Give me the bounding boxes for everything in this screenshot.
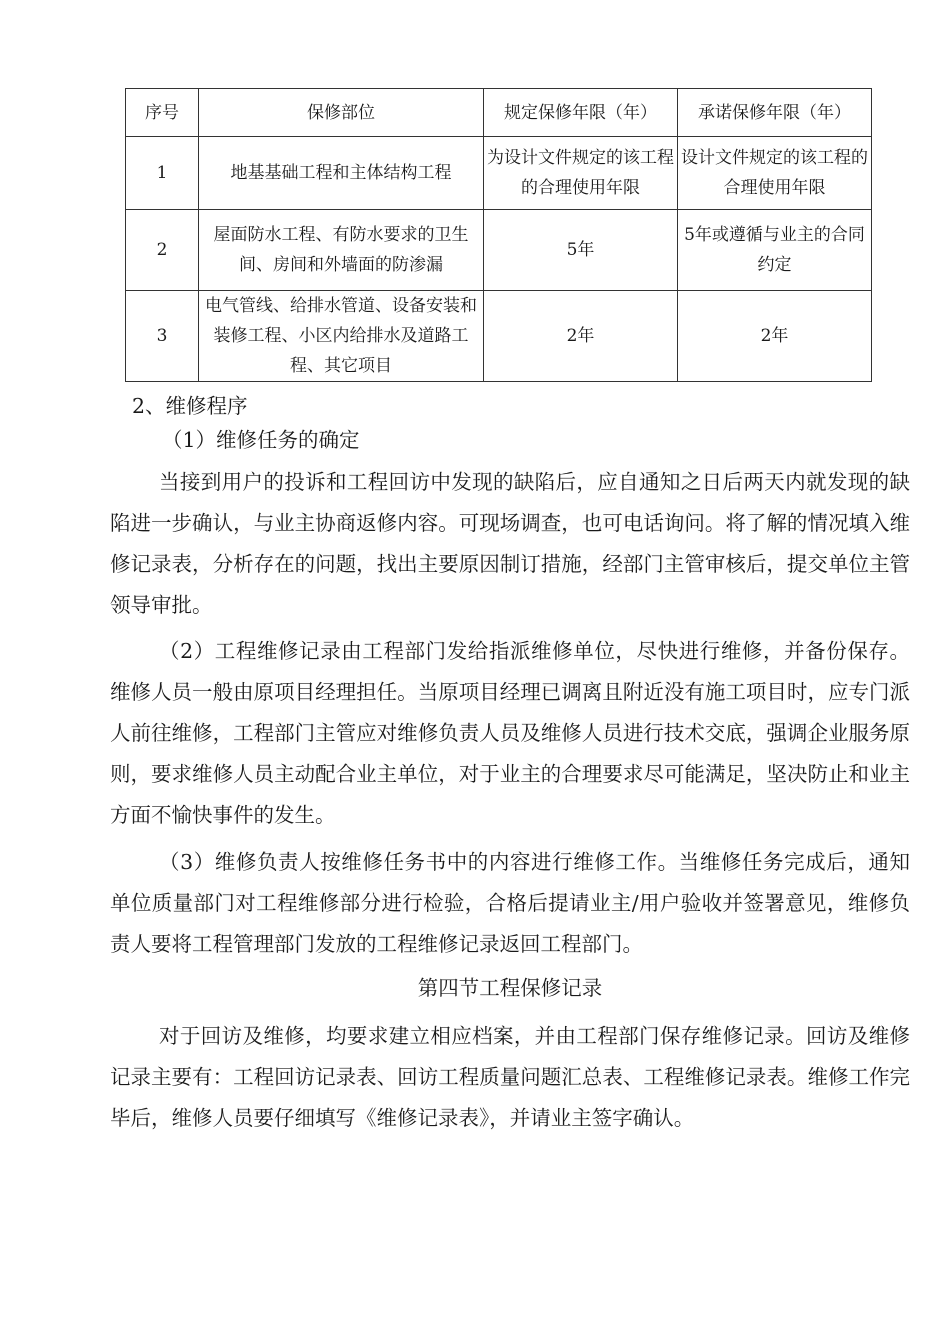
cell-promised: 设计文件规定的该工程的合理使用年限	[678, 137, 872, 210]
subsection-heading: （1）维修任务的确定	[162, 428, 360, 452]
paragraph: 对于回访及维修，均要求建立相应档案，并由工程部门保存维修记录。回访及维修记录主要有：工程回访记录表、回访工程质量问题汇总表、工程维修记录表。维修工作完毕后，维修人员要仔细填写《维修记录表》，并请业主签字确认。	[110, 1024, 910, 1130]
table-header-row	[126, 89, 872, 137]
section-title: 第四节工程保修记录	[417, 976, 603, 1000]
paragraph: 当接到用户的投诉和工程回访中发现的缺陷后，应自通知之日后两天内就发现的缺陷进一步确认，与业主协商返修内容。可现场调查，也可电话询问。将了解的情况填入维修记录表，分析存在的问题，找出主要原因制订措施，经部门主管审核后，提交单位主管领导审批。	[110, 470, 910, 617]
warranty-table	[125, 88, 872, 382]
paragraph: （2）工程维修记录由工程部门发给指派维修单位，尽快进行维修，并备份保存。维修人员一般由原项目经理担任。当原项目经理已调离且附近没有施工项目时，应专门派人前往维修，工程部门主管应对维修负责人员及维修人员进行技术交底，强调企业服务原则，要求维修人员主动配合业主单位，对于业主的合理要求尽可能满足，坚决防止和业主方面不愉快事件的发生。	[110, 639, 910, 827]
cell-promised: 5年或遵循与业主的合同约定	[678, 210, 872, 291]
cell-part: 电气管线、给排水管道、设备安装和装修工程、小区内给排水及道路工程、其它项目	[199, 291, 484, 382]
header-part: 保修部位	[199, 89, 484, 137]
cell-no: 1	[126, 137, 199, 210]
header-promised: 承诺保修年限（年）	[678, 89, 872, 137]
section-heading: 2、维修程序	[132, 394, 248, 418]
cell-part: 地基基础工程和主体结构工程	[199, 137, 484, 210]
paragraph: （3）维修负责人按维修任务书中的内容进行维修工作。当维修任务完成后，通知单位质量部门对工程维修部分进行检验，合格后提请业主/用户验收并签署意见，维修负责人要将工程管理部门发放的工程维修记录返回工程部门。	[110, 850, 910, 956]
header-no: 序号	[126, 89, 199, 137]
table-row	[126, 291, 872, 382]
cell-no: 2	[126, 210, 199, 291]
table-row	[126, 210, 872, 291]
cell-part: 屋面防水工程、有防水要求的卫生间、房间和外墙面的防渗漏	[199, 210, 484, 291]
cell-promised: 2年	[678, 291, 872, 382]
table-row	[126, 137, 872, 210]
cell-regulated: 为设计文件规定的该工程的合理使用年限	[484, 137, 678, 210]
header-regulated: 规定保修年限（年）	[484, 89, 678, 137]
cell-no: 3	[126, 291, 199, 382]
cell-regulated: 5年	[484, 210, 678, 291]
cell-regulated: 2年	[484, 291, 678, 382]
